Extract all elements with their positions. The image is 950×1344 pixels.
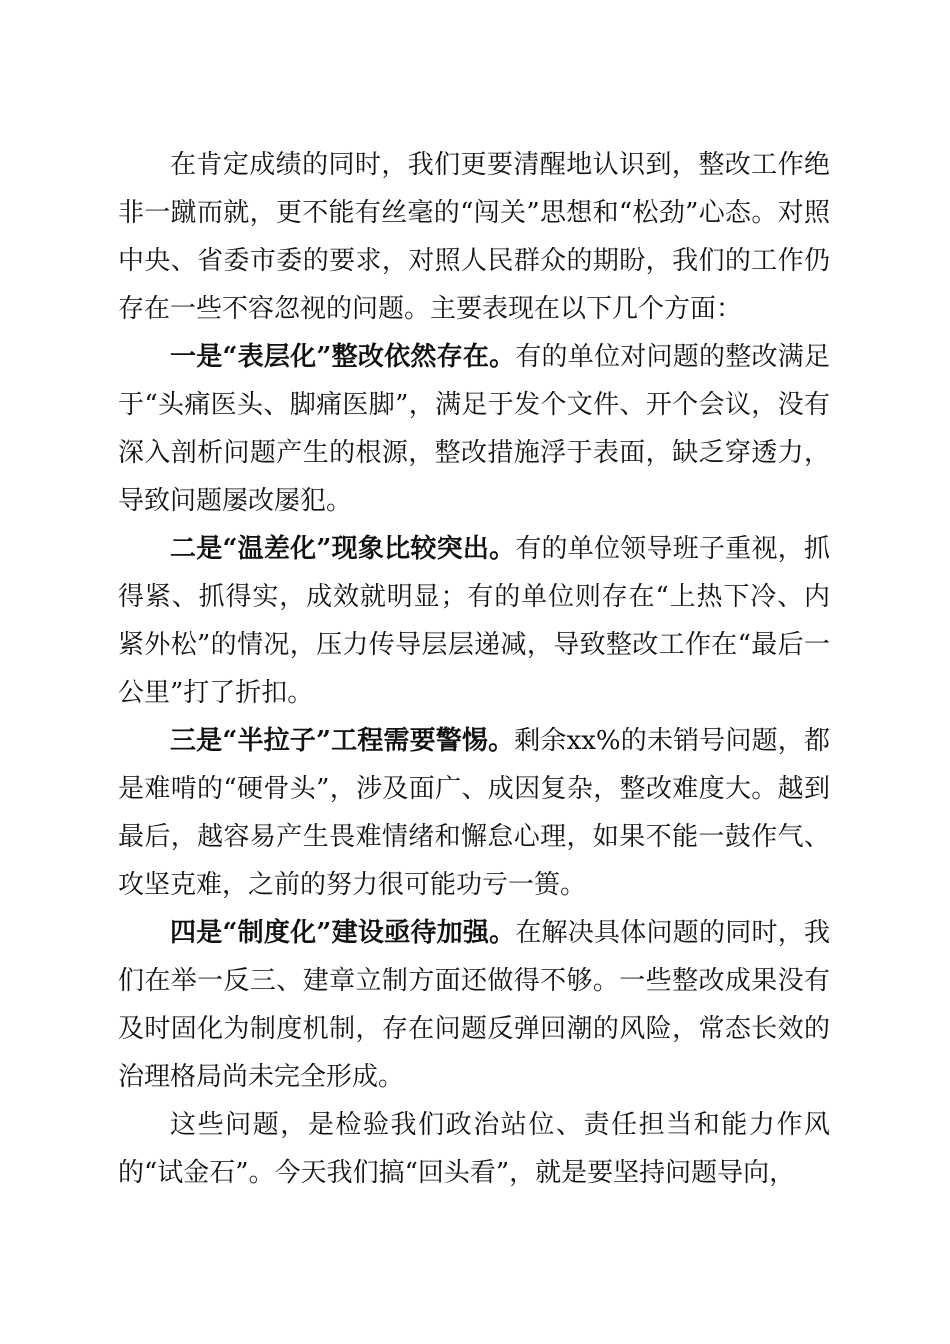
paragraph-point-3 bbox=[118, 717, 830, 909]
paragraph-point-1 bbox=[118, 333, 830, 525]
paragraph-text: 剩余xx%的未销号问题，都是难啃的“硬骨头”，涉及面广、成因复杂，整改难度大。越到最后，越容易产生畏难情绪和懈怠心理，如果不能一鼓作气、攻坚克难，之前的努力很可能功亏一篑。 bbox=[118, 726, 830, 900]
paragraph-point-4 bbox=[118, 909, 830, 1101]
paragraph-lead: 一是“表层化”整改依然存在。 bbox=[170, 342, 516, 372]
paragraph-text: 在解决具体问题的同时，我们在举一反三、建章立制方面还做得不够。一些整改成果没有及时固化为制度机制，存在问题反弹回潮的风险，常态长效的治理格局尚未完全形成。 bbox=[118, 918, 830, 1092]
paragraph-intro bbox=[118, 141, 830, 333]
paragraph-text: 有的单位领导班子重视，抓得紧、抓得实，成效就明显；有的单位则存在“上热下冷、内紧外松”的情况，压力传导层层递减，导致整改工作在“最后一公里”打了折扣。 bbox=[118, 534, 830, 708]
document-body bbox=[118, 141, 830, 1197]
paragraph-lead: 四是“制度化”建设亟待加强。 bbox=[170, 918, 516, 948]
paragraph-text: 有的单位对问题的整改满足于“头痛医头、脚痛医脚”，满足于发个文件、开个会议，没有深入剖析问题产生的根源，整改措施浮于表面，缺乏穿透力，导致问题屡改屡犯。 bbox=[118, 342, 830, 516]
paragraph-lead: 三是“半拉子”工程需要警惕。 bbox=[170, 726, 515, 756]
paragraph-point-2 bbox=[118, 525, 830, 717]
paragraph-text: 在肯定成绩的同时，我们更要清醒地认识到，整改工作绝非一蹴而就，更不能有丝毫的“闯关”思想和“松劲”心态。对照中央、省委市委的要求，对照人民群众的期盼，我们的工作仍存在一些不容忽视的问题。主要表现在以下几个方面： bbox=[118, 150, 830, 324]
paragraph-text: 这些问题，是检验我们政治站位、责任担当和能力作风的“试金石”。今天我们搞“回头看”，就是要坚持问题导向， bbox=[118, 1110, 830, 1188]
paragraph-lead: 二是“温差化”现象比较突出。 bbox=[170, 534, 516, 564]
paragraph-conclusion bbox=[118, 1101, 830, 1197]
